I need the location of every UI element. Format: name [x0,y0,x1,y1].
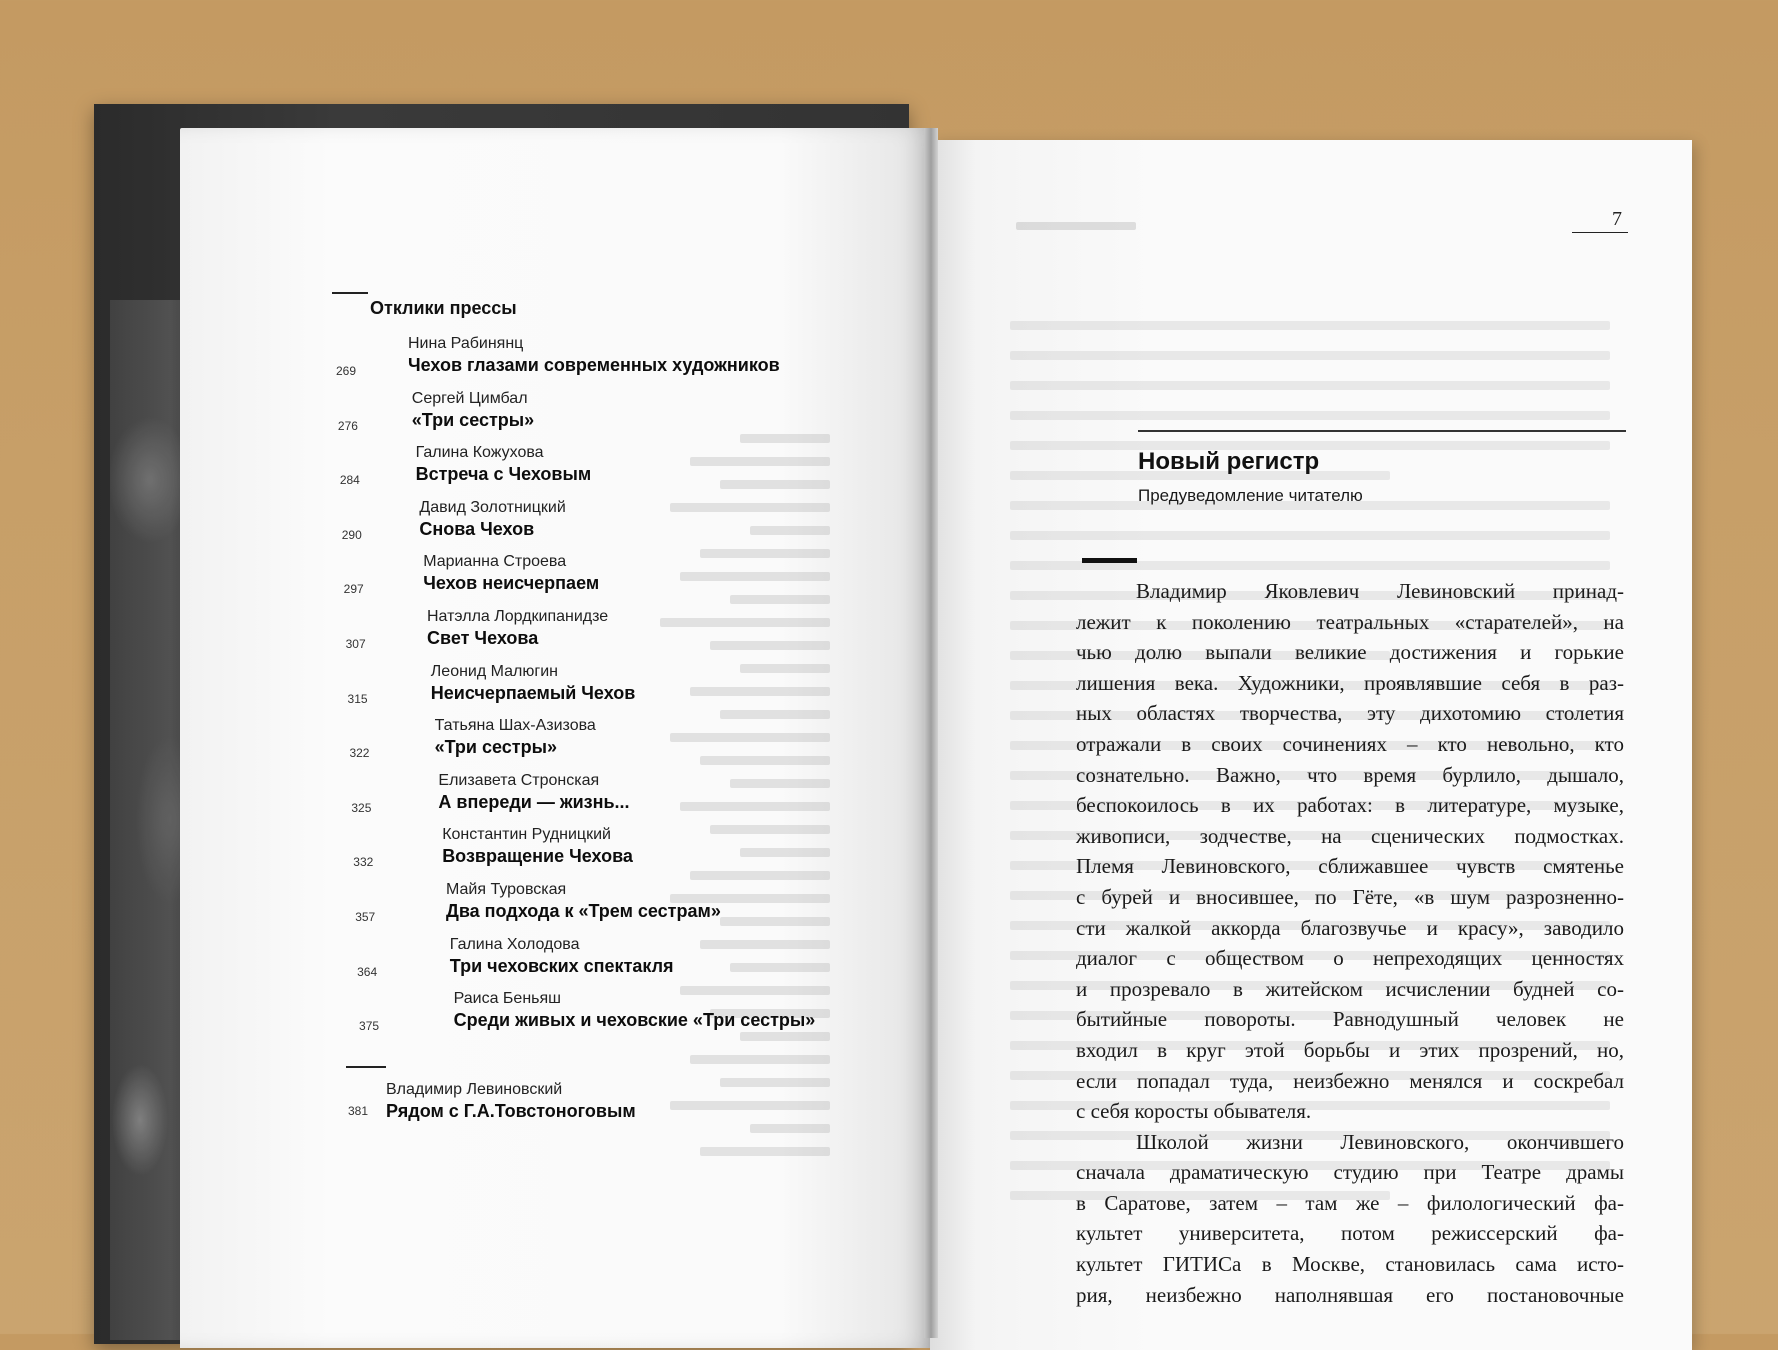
toc-author: Давид Золотницкий [419,498,566,516]
toc-page-number: 297 [343,582,364,597]
body-line: рия, неизбежно наполнявшая его постановочные [1076,1282,1624,1307]
toc-author: Татьяна Шах-Азизова [434,717,596,735]
toc-entry [408,334,928,376]
body-line: живописи, зодчестве, на сценических подмостках. [1076,823,1624,848]
body-line: культет ГИТИСа в Москве, становилась сама исто- [1076,1252,1624,1277]
body-line: сти жалкой аккорда благозвучье и красу», заводило [1076,915,1624,940]
toc-page-number: 315 [347,691,368,706]
body-line: с бурей и вносившее, по Гёте, «в шум разрозненно- [1076,884,1624,909]
toc-title: Неисчерпаемый Чехов [430,682,636,703]
toc-page-number: 322 [349,746,370,761]
toc-page-number: 332 [353,855,374,870]
toc-author: Сергей Цимбал [411,389,528,407]
toc-title: Три чеховских спектакля [449,955,674,976]
toc-title: А впереди — жизнь... [438,791,630,812]
body-line: Племя Левиновского, сближавшее чувств смятенье [1076,854,1624,879]
toc-section-rule [332,292,368,294]
page-number: 7 [1612,208,1622,230]
body-line: чью долю выпали великие достижения и горькие [1076,640,1624,665]
body-start-rule [1082,558,1137,563]
body-line: беспокоилось в их работах: в литературе, музыке, [1076,793,1624,818]
toc-page-number: 357 [355,910,376,924]
toc-title: Среди живых и чеховские «Три сестры» [453,1010,816,1031]
body-line: входил в круг этой борьбы и этих прозрений, но, [1076,1037,1624,1062]
toc-final-entry [386,1080,906,1122]
toc-title: Встреча с Чеховым [415,464,592,485]
body-text [1076,576,1624,1310]
toc-author: Леонид Малюгин [430,662,558,680]
toc-entry [431,662,951,704]
toc-page-number: 325 [351,800,372,815]
chapter-title: Новый регистр [1138,448,1320,475]
toc-entry [423,552,943,594]
toc-entry [412,389,932,431]
body-line: если попадал туда, неизбежно менялся и соскребал [1076,1068,1624,1093]
toc-author: Нина Рабинянц [408,335,524,352]
toc-title: «Три сестры» [411,409,535,430]
body-line: в Саратове, затем – там же – филологический фа- [1076,1190,1624,1215]
toc-author: Галина Кожухова [415,444,544,462]
toc-final-page: 381 [348,1104,369,1118]
toc-page-number: 290 [341,527,362,542]
body-line: отражали в своих сочинениях – кто невольно, кто [1076,731,1624,756]
toc-author: Елизавета Стронская [438,771,600,789]
toc-page-number: 269 [336,364,357,378]
toc-title: Снова Чехов [419,518,535,539]
toc-entry [416,443,936,485]
body-line: сознательно. Важно, что время бурлило, дышало, [1076,762,1624,787]
toc-title: «Три сестры» [434,737,557,758]
toc-title: Чехов глазами современных художников [408,355,780,375]
toc-entry [435,716,955,758]
toc-entry [454,989,974,1031]
chapter-subtitle: Предуведомление читателю [1138,486,1363,505]
toc-title: Возвращение Чехова [442,846,633,867]
toc-final-author: Владимир Левиновский [386,1081,563,1098]
toc-entry [450,935,970,977]
toc-page-number: 375 [359,1019,380,1034]
body-line: лишения века. Художники, проявлявшие себя в раз- [1076,670,1624,695]
body-line: и прозревало в житейском исчислении будней со- [1076,976,1624,1001]
toc-final-title: Рядом с Г.А.Товстоноговым [386,1101,636,1121]
toc-author: Майя Туровская [446,881,567,898]
toc-title: Чехов неисчерпаем [423,573,600,594]
toc-entry [419,498,939,540]
toc-page-number: 284 [339,473,360,488]
toc-author: Раиса Беньяш [453,990,561,1008]
toc-title: Свет Чехова [427,628,539,648]
body-line: сначала драматическую студию при Театре драмы [1076,1160,1624,1185]
body-line: с себя коросты обывателя. [1076,1099,1312,1124]
toc-final-rule [346,1066,386,1068]
body-line: Владимир Яковлевич Левиновский принад- [1136,579,1624,603]
running-head-showthrough [1016,222,1136,230]
toc-author: Марианна Строева [423,553,567,571]
body-line: Школой жизни Левиновского, окончившего [1136,1129,1624,1154]
chapter-title-rule [1138,430,1626,432]
toc-page-number: 276 [337,418,358,433]
body-line: ных областях творчества, эту дихотомию столетия [1076,701,1624,726]
body-line: культет университета, потом режиссерский фа- [1076,1221,1624,1246]
body-line: лежит к поколению театральных «старателей», на [1076,609,1624,634]
toc-entry [427,607,947,649]
toc-entry [446,880,966,922]
toc-author: Константин Рудницкий [442,826,611,844]
toc-title: Два подхода к «Трем сестрам» [446,901,721,921]
toc-section-heading: Отклики прессы [370,298,517,318]
body-line: бытийные повороты. Равнодушный человек не [1076,1007,1624,1032]
toc-author: Галина Холодова [449,935,580,953]
running-head-rule [1572,232,1628,233]
toc-entry [442,825,962,867]
toc-author: Натэлла Лордкипанидзе [427,608,609,625]
toc-page-number: 364 [357,964,378,979]
toc-entry [438,771,958,813]
toc-page-number: 307 [345,637,366,651]
body-line: диалог с обществом о непреходящих ценностях [1076,946,1624,971]
